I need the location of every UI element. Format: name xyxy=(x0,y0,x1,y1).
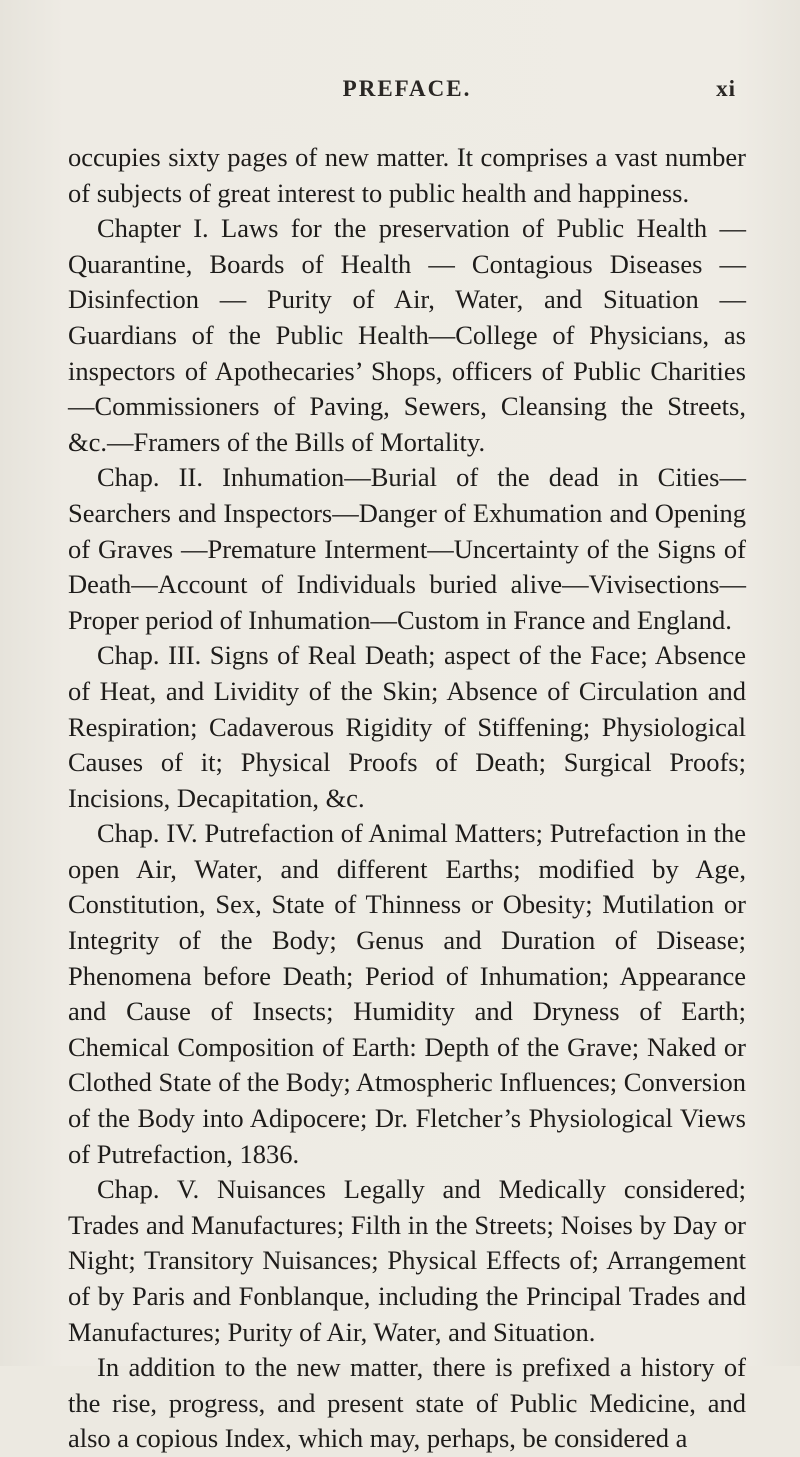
paragraph-addition: In addition to the new matter, there is prefixed a history of the rise, progress, and present state of Public Medicine, and also a copious Index, which may, perhaps, be considered a xyxy=(68,1352,746,1454)
paragraph-chapter-4: Chap. IV. Putrefaction of Animal Matters; Putrefaction in the open Air, Water, and different Earths; modified by Age, Constitution, Sex, State of Thinness or Obesity; Mutilation or Integrity of the Body; Genus and Duration of Disease; Phenomena before Death; Period of Inhumation; Appearance and Cause of Insects; Humidity and Dryness of Earth; Chemical Composition of Earth: Depth of the Grave; Naked or Clothed State of the Body; Atmospheric Influences; Conversion of the Body into Adipocere; Dr. Fletcher’s Physiological Views of Putrefaction, 1836. xyxy=(68,818,746,1169)
paragraph-continuation: occupies sixty pages of new matter. It comprises a vast number of subjects of great interest to public health and happiness. xyxy=(68,142,746,208)
running-title: PREFACE. xyxy=(342,76,472,101)
paragraph-chapter-3: Chap. III. Signs of Real Death; aspect of the Face; Absence of Heat, and Lividity of the Skin; Absence of Circulation and Respiration; Cadaverous Rigidity of Stiffening; Physiological Causes of it; Physical Proofs of Death; Surgical Proofs; Incisions, Decapitation, &c. xyxy=(68,640,746,813)
paragraph-chapter-5: Chap. V. Nuisances Legally and Medically considered; Trades and Manufactures; Filth in the Streets; Noises by Day or Night; Transitory Nuisances; Physical Effects of; Arrangement of by Paris and Fonblanque, including the Principal Trades and Manufactures; Purity of Air, Water, and Situation. xyxy=(68,1174,746,1347)
paragraph-chapter-1: Chapter I. Laws for the preservation of Public Health — Quarantine, Boards of Health — Contagious Diseases — Disinfection — Purity of Air, Water, and Situation — Guardians of the Public Health—College of Physicians, as inspectors of Apothecaries’ Shops, officers of Public Charities —Commissioners of Paving, Sewers, Cleansing the Streets, &c.—Framers of the Bills of Mortality. xyxy=(68,213,746,457)
paragraph-chapter-2: Chap. II. Inhumation—Burial of the dead in Cities—Searchers and Inspectors—Danger of Exhumation and Opening of Graves —Premature Interment—Uncertainty of the Signs of Death—Account of Individuals buried alive—Vivisections—Proper period of Inhumation—Custom in France and England. xyxy=(68,462,746,635)
running-head xyxy=(68,0,746,106)
page-number: xi xyxy=(716,76,736,101)
body-text xyxy=(68,140,746,1457)
